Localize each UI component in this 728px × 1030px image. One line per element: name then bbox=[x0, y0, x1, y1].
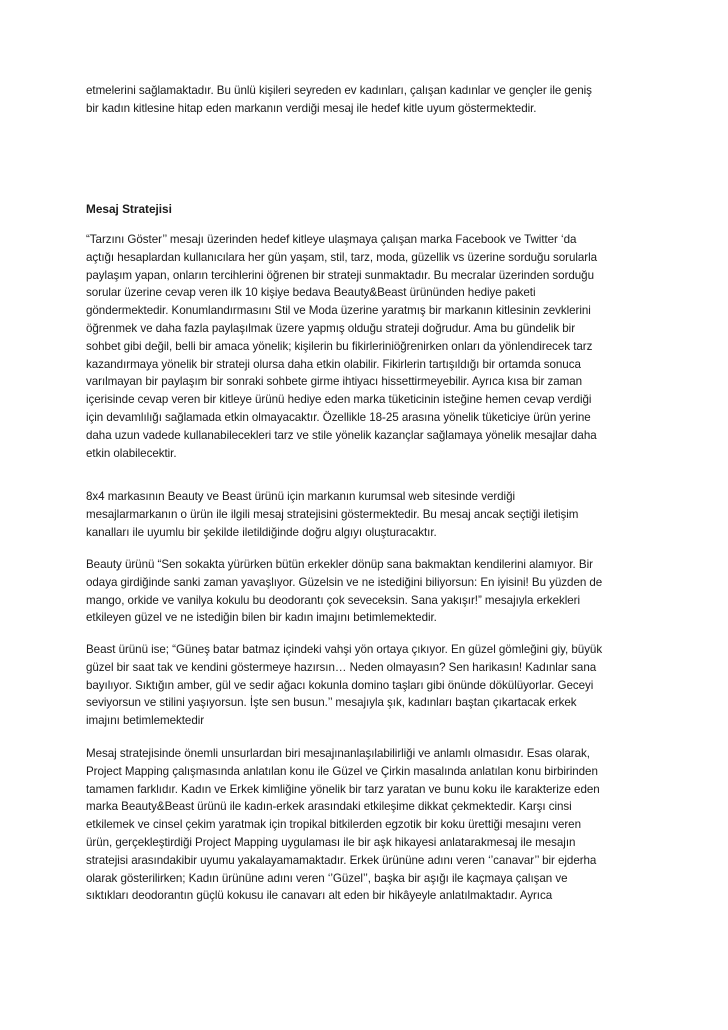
text-line: bayılıyor. Sıktığın amber, gül ve sedir ağacı kokunla domino taşları gibi önünde dökülüyorlar. Geceyi bbox=[86, 678, 594, 692]
text-line: sıktıkları deodorantın güçlü kokusu ile canavarı alt eden bir hikâyeyle anlatılmaktadır. Ayrıca bbox=[86, 889, 553, 903]
paragraph-twitter-strategy bbox=[86, 231, 646, 462]
text-line: için devamlılığı sağlamada etkin olmayacaktır. Özellikle 18-25 arasına yönelik tüketiciye ürün yerine bbox=[86, 410, 591, 424]
text-line: Mesaj stratejisinde önemli unsurlardan biri mesajınanlaşılabilirliği ve anlamlı olmasıdır. Esas olarak, bbox=[86, 747, 590, 760]
paragraph-website-message bbox=[86, 488, 646, 541]
text-line: içerisinde cevap veren bir kitleye ürünü hediye eden marka tüketicinin isteğine hemen cevap verdiği bbox=[86, 393, 592, 407]
text-line: etkileyen güzel ve ne istediğin bilen bir kadın imajını betimlemektedir. bbox=[86, 611, 437, 625]
text-line: Beast ürünü ise; “Güneş batar batmaz içindeki vahşi yön ortaya çıkıyor. En güzel gömleğini giy, büyük bbox=[86, 643, 603, 656]
text-line: 8x4 markasının Beauty ve Beast ürünü için markanın kurumsal web sitesinde verdiği bbox=[86, 490, 515, 503]
text-line: Beauty ürünü “Sen sokakta yürürken bütün erkekler dönüp sana bakmaktan kendilerini alamıyor. Bir bbox=[86, 558, 593, 571]
text-line: daha uzun vadede kullanabilecekleri tarz ve stile yönelik kazançlar sağlamaya yönelik mesajlar daha bbox=[86, 428, 597, 442]
text-line: göndermektedir. Konumlandırmasını Stil ve Moda üzerine yaratmış bir markanın kitlesinin zevklerini bbox=[86, 304, 591, 318]
intro-paragraph bbox=[86, 82, 646, 118]
text-line: imajını betimlemektedir bbox=[86, 714, 205, 728]
text-line: kazandırmaya yönelik bir strateji olursa daha etkin olabilir. Fikirlerin tartışıldığı bir ortamda sonuca bbox=[86, 357, 581, 371]
text-line: mesajlarmarkanın o ürün ile ilgili mesaj stratejisini göstermektedir. Bu mesaj ancak seçtiği iletişim bbox=[86, 507, 579, 521]
text-line: etmelerini sağlamaktadır. Bu ünlü kişileri seyreden ev kadınları, çalışan kadınlar ve gençler ile geniş bbox=[86, 84, 592, 97]
text-line: öğrenmek ve daha fazla paylaşılmak üzere yapmış olduğu strateji doğrudur. Ama bu gündelik bir bbox=[86, 321, 576, 335]
text-line: marka Beauty&Beast ürünü ile kadın-erkek arasındaki etkileşime dikkat çekmektedir. Karşı cinsi bbox=[86, 800, 572, 814]
text-line: bir kadın kitlesine hitap eden markanın verdiği mesaj ile hedef kitle uyum göstermektedir. bbox=[86, 101, 537, 115]
text-line: olarak gösterilirken; Kadın ürününe adını veren ‘’Güzel’’, başka bir aşığı ile kaçmaya çalışan ve bbox=[86, 871, 568, 885]
text-line: güzel bir saat tak ve kendini göstermeye hazırsın… Neden olmayasın? Sen harikasın! Kadınlar sana bbox=[86, 660, 597, 674]
text-line: paylaşım yapan, onların tercihlerini öğrenen bir strateji sunmaktadır. Bu mecralar üzerinden sorduğu bbox=[86, 268, 594, 282]
text-line: sorular üzerine cevap veren ilk 10 kişiye bedava Beauty&Beast ürününden hediye paketi bbox=[86, 286, 536, 300]
section-heading: Mesaj Stratejisi bbox=[86, 202, 172, 216]
text-line: seviyorsun ve stilini yaşıyorsun. İşte sen busun.’’ mesajıyla şık, kadınları baştan çıkartacak erkek bbox=[86, 696, 577, 710]
text-line: açtığı hesaplardan kullanıcılara her gün yaşam, stil, tarz, moda, güzellik vs üzerine sorduğu sorularla bbox=[86, 250, 598, 264]
text-line: odaya girdiğinde sanki zaman yavaşlıyor. Güzelsin ve ne istediğini biliyorsun: En iyisini! Bu yüzden de bbox=[86, 575, 603, 589]
text-line: sohbet gibi değil, belli bir amaca yönelik; kişilerin bu fikirleriniöğrenirken onları da yönlendirecek tarz bbox=[86, 339, 593, 353]
paragraph-message-strategy bbox=[86, 745, 646, 905]
text-line: Project Mapping çalışmasında anlatılan konu ile Güzel ve Çirkin masalında anlatılan konu birbirinden bbox=[86, 764, 598, 778]
text-line: etkin olabilecektir. bbox=[86, 446, 177, 460]
text-line: tamamen farklıdır. Kadın ve Erkek kimliğine yönelik bir tarz yaratan ve bunu koku ile karakterize eden bbox=[86, 782, 600, 796]
paragraph-beauty-product bbox=[86, 556, 646, 627]
text-line: stratejisi arasındakibir uyumu yakalayamamaktadır. Erkek ürününe adını veren ‘’canavar’’ bir ejderha bbox=[86, 853, 597, 867]
text-line: etkilemek ve cinsel çekim yaratmak için tropikal bitkilerden egzotik bir koku ürettiği mesajını veren bbox=[86, 818, 581, 832]
text-line: varılmayan bir paylaşım bir sonraki sohbete girme ihtiyacı hissettirmeyebilir. Ayrıca kısa bir zaman bbox=[86, 375, 583, 389]
text-line: “Tarzını Göster’’ mesajı üzerinden hedef kitleye ulaşmaya çalışan marka Facebook ve Twitter ‘da bbox=[86, 233, 577, 246]
text-line: ürün, gerçekleştirdiği Project Mapping uygulaması ile bir aşk hikayesi anlatarakmesaj ile mesajın bbox=[86, 835, 576, 849]
text-line: kanalları ile uyumlu bir şekilde iletildiğinde doğru algıyı oluşturacaktır. bbox=[86, 525, 437, 539]
text-line: mango, orkide ve vanilya kokulu bu deodorantı çok seveceksin. Sana yakışır!” mesajıyla erkekleri bbox=[86, 593, 580, 607]
paragraph-beast-product bbox=[86, 641, 646, 730]
